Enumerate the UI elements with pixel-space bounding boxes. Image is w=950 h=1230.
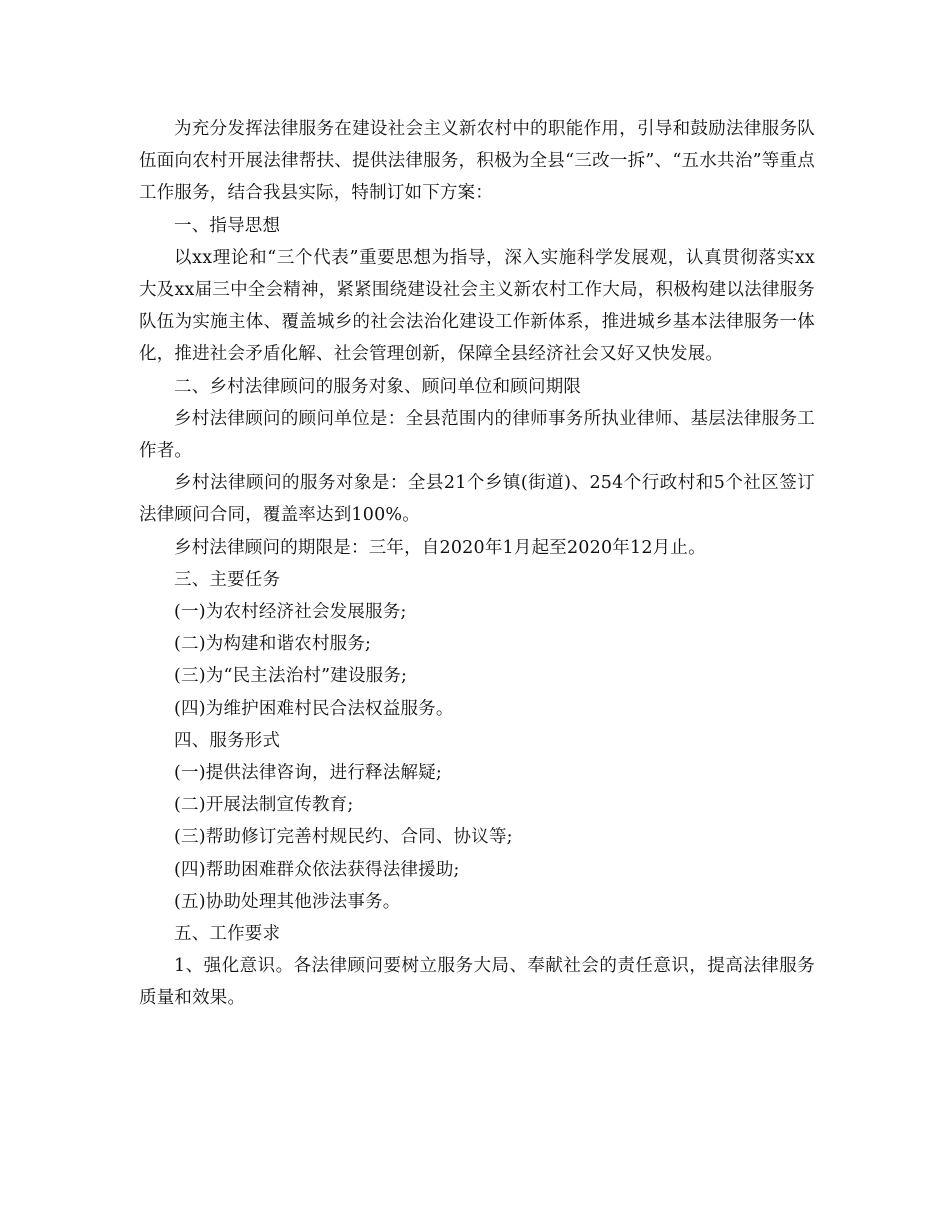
form-item-1: (一)提供法律咨询，进行释法解疑; (174, 763, 442, 784)
section-heading-service-targets: 二、乡村法律顾问的服务对象、顾问单位和顾问期限 (174, 376, 582, 397)
form-item-5: (五)协助处理其他涉法事务。 (174, 891, 401, 912)
document-body (139, 113, 815, 1015)
task-item-1: (一)为农村经济社会发展服务; (174, 602, 407, 623)
service-targets-paragraph: 乡村法律顾问的服务对象是：全县21个乡镇(街道)、254个行政村和5个社区签订法律顾问合同，覆盖率达到100%。 (139, 473, 815, 526)
task-item-3: (三)为“民主法治村”建设服务; (174, 666, 408, 687)
task-item-2: (二)为构建和谐农村服务; (174, 634, 372, 655)
advisor-term-paragraph: 乡村法律顾问的期限是：三年，自2020年1月起至2020年12月止。 (174, 537, 706, 558)
form-item-2: (二)开展法制宣传教育; (174, 795, 354, 816)
advisor-units-paragraph: 乡村法律顾问的顾问单位是：全县范围内的律师事务所执业律师、基层法律服务工作者。 (139, 408, 815, 462)
requirement-item-1: 1、强化意识。各法律顾问要树立服务大局、奉献社会的责任意识，提高法律服务质量和效果。 (139, 956, 815, 1009)
task-item-4: (四)为维护困难村民合法权益服务。 (174, 698, 454, 719)
form-item-3: (三)帮助修订完善村规民约、合同、协议等; (174, 827, 513, 848)
intro-paragraph: 为充分发挥法律服务在建设社会主义新农村中的职能作用，引导和鼓励法律服务队伍面向农村开展法律帮扶、提供法律服务，积极为全县“三改一拆”、“五水共治”等重点工作服务，结合我县实际，特制订如下方案： (139, 119, 815, 204)
section-heading-work-requirements: 五、工作要求 (174, 924, 281, 945)
form-item-4: (四)帮助困难群众依法获得法律援助; (174, 859, 460, 880)
section-heading-guiding-ideology: 一、指导思想 (174, 215, 281, 236)
section-heading-service-forms: 四、服务形式 (174, 730, 281, 751)
guiding-ideology-paragraph: 以xx理论和“三个代表”重要思想为指导，深入实施科学发展观，认真贯彻落实xx大及xx届三中全会精神，紧紧围绕建设社会主义新农村工作大局，积极构建以法律服务队伍为实施主体、覆盖城乡的社会法治化建设工作新体系，推进城乡基本法律服务一体化，推进社会矛盾化解、社会管理创新，保障全县经济社会又好又快发展。 (139, 247, 815, 365)
section-heading-main-tasks: 三、主要任务 (174, 569, 281, 590)
